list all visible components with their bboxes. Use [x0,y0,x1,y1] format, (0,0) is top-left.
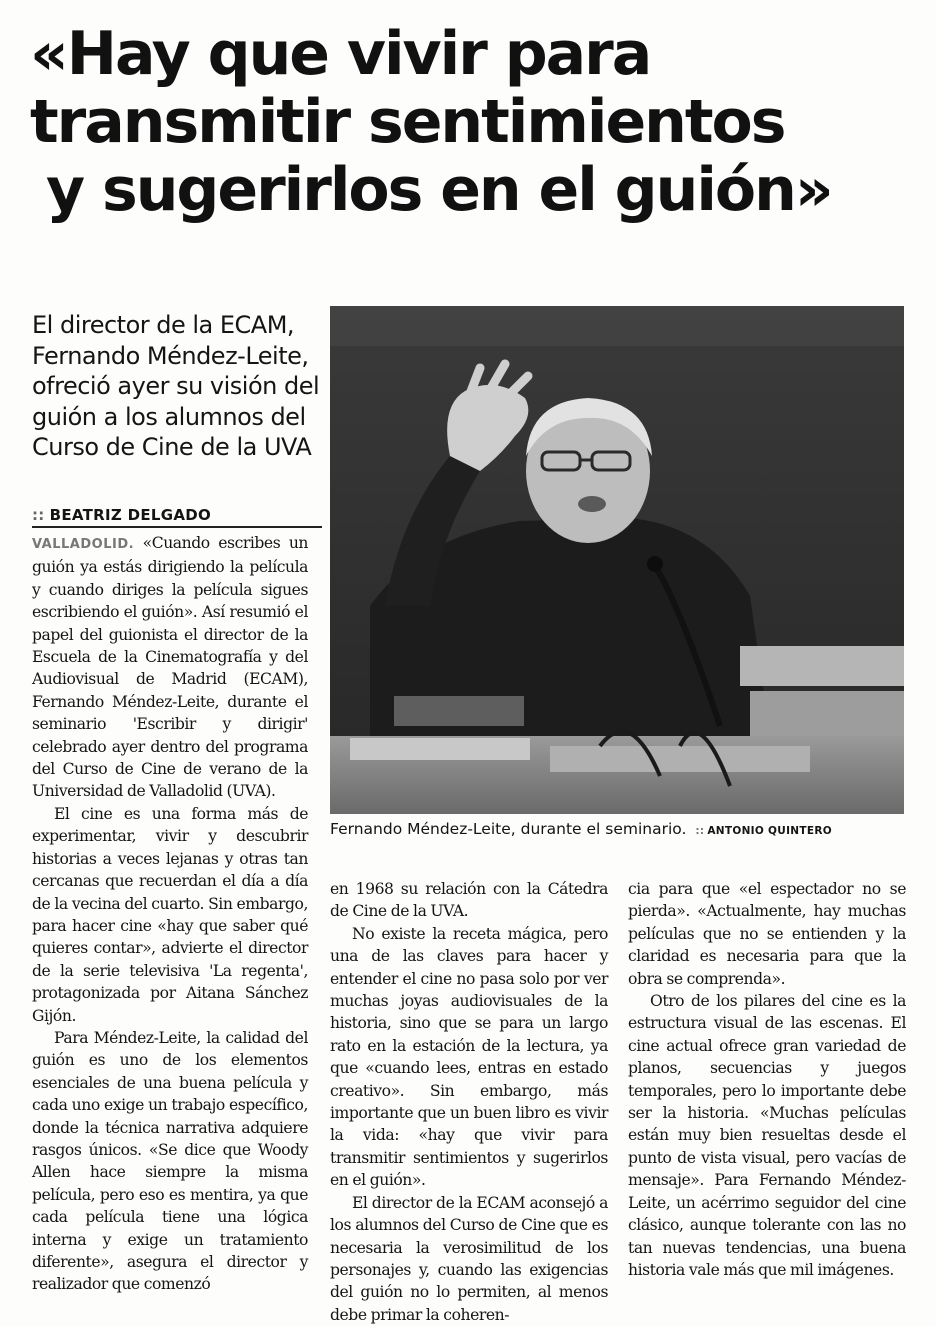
paragraph: El director de la ECAM aconsejó a los alumnos del Curso de Cine que es necesaria la verosimilitud de los personajes y, cuando las exigencias del guión no lo permiten, al menos debe primar la coheren- [330,1193,608,1324]
byline [32,506,322,528]
paragraph: Otro de los pilares del cine es la estructura visual de las escenas. El cine actual ofrece gran variedad de planos, secuencias y juegos temporales, pero lo importante debe ser la historia. «Muchas películas están muy bien resueltas desde el punto de vista visual, pero vacías de mensaje». Para Fernando Méndez-Leite, un acérrimo seguidor del cine clásico, aunque tolerante con las no tan nuevas tendencias, una buena historia vale más que mil imágenes. [628,992,906,1279]
paragraph: Para Méndez-Leite, la calidad del guión es uno de los elementos esenciales de una buena película y cada uno exige un trabajo específico, donde la técnica narrativa adquiere rasgos únicos. «Se dice que Woody Allen hace siempre la misma película, pero eso es mentira, ya que cada película tiene una lógica interna y exige un tratamiento diferente», asegura el director y realizador que comenzó [32,1028,308,1294]
paragraph: El cine es una forma más de experimentar, vivir y descubrir historias a veces lejanas y otras tan cercanas que recuerdan el día a día de la vecina del cuarto. Sin embargo, para hacer cine «hay que saber qué quieres contar», advierte el director de la serie televisiva 'La regenta', protagonizada por Aitana Sánchez Gijón. [32,804,308,1025]
photo-caption [330,820,910,838]
body-column-2 [330,878,608,1326]
body-column-3 [628,878,906,1281]
byline-author: BEATRIZ DELGADO [49,506,212,524]
credit-name: ANTONIO QUINTERO [707,825,832,837]
headline-line-3: y sugerirlos en el guión» [46,155,832,225]
body-column-1 [32,532,308,1296]
subheadline: El director de la ECAM, Fernando Méndez-Leite, ofreció ayer su visión del guión a los alumnos del Curso de Cine de la UVA [32,311,320,461]
headline-line-1: «Hay que vivir para [30,19,651,89]
paragraph [32,532,308,803]
headline-line-2: transmitir sentimientos [30,87,785,157]
headline [30,20,910,224]
photo-credit [695,825,832,837]
paragraph: cia para que «el espectador no se pierda». «Actualmente, hay muchas películas que no se entienden y la claridad es necesaria para que la obra se comprenda». [628,880,906,988]
credit-marker: :: [695,825,705,837]
article-photo [330,306,904,814]
dateline: VALLADOLID. [32,537,135,552]
caption-text: Fernando Méndez-Leite, durante el seminario. [330,820,687,838]
paragraph-text: «Cuando escribes un guión ya estás dirigiendo la película y cuando diriges la película sigues escribiendo el guión». Así resumió el papel del guionista el director de la Escuela de la Cinematografía y del Audiovisual de Madrid (ECAM), Fernando Méndez-Leite, durante el seminario 'Escribir y dirigir' celebrado ayer dentro del programa del Curso de Cine de verano de la Universidad de Valladolid (UVA). [32,534,309,801]
paragraph: en 1968 su relación con la Cátedra de Cine de la UVA. [330,880,608,921]
photo-illustration [330,306,904,814]
byline-marker: :: [32,506,45,524]
paragraph: No existe la receta mágica, pero una de las claves para hacer y entender el cine no pasa solo por ver muchas joyas audiovisuales de la historia, sino que se para un largo rato en la estación de la lectura, ya que «cuando lees, entras en estado creativo». Sin embargo, más importante que un buen libro es vivir la vida: «hay que vivir para transmitir sentimientos y sugerirlos en el guión». [330,924,608,1190]
